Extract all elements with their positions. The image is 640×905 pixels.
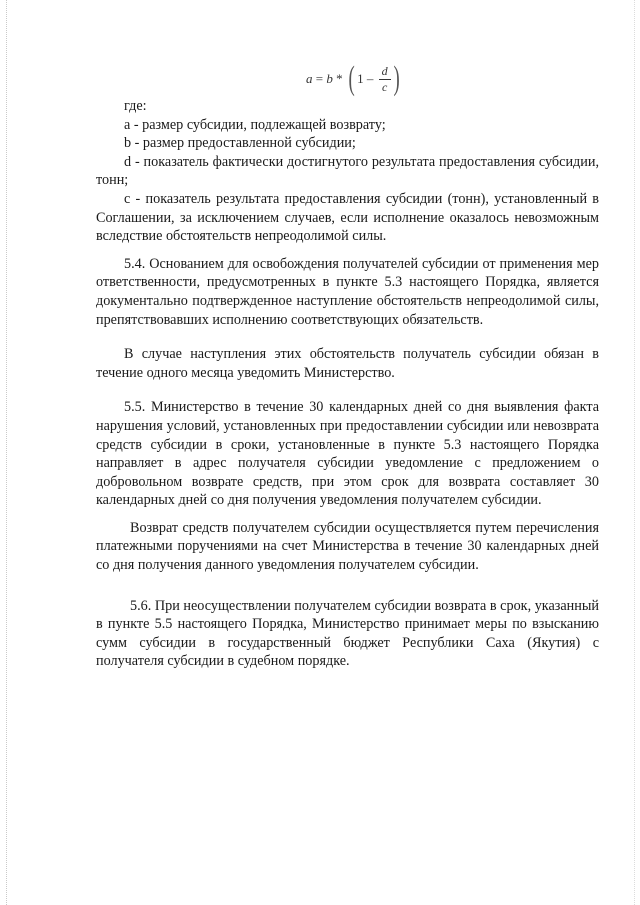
paragraph-5-4-notice: В случае наступления этих обстоятельств получатель субсидии обязан в течение одного месяца уведомить Министерство. [96,346,599,381]
paragraph-5-5-refund: Возврат средств получателем субсидии осуществляется путем перечисления платежными поручениями на счет Министерства в течение 30 календарных дней со дня получения данного уведомления получателем субсидии. [96,519,599,574]
formula-open-paren: ( [348,60,355,97]
paragraph-5-6: 5.6. При неосуществлении получателем субсидии возврата в срок, указанный в пункте 5.5 настоящего Порядка, Министерство принимает меры по взысканию сумм субсидии в государственный бюджет Республики Саха (Якутия) с получателя субсидии в судебном порядке. [96,597,599,670]
definition-d: d - показатель фактически достигнутого результата предоставления субсидии, тонн; [96,153,599,189]
definition-c: c - показатель результата предоставления субсидии (тонн), установленный в Соглашении, за исключением случаев, если исполнение оказалось невозможным вследствие обстоятельств непреодолимой силы. [96,190,599,245]
definition-b: b - размер предоставленной субсидии; [124,135,356,152]
formula-eq: = [312,71,327,86]
formula-mult: * [332,71,346,86]
formula-close-paren: ) [393,60,400,97]
formula-a: a [306,71,313,86]
formula-minus: – [363,71,377,86]
formula-numerator: d [381,63,388,78]
formula-one: 1 [357,71,364,86]
where-label: где: [124,98,147,114]
paragraph-5-4: 5.4. Основанием для освобождения получателей субсидии от применения мер ответственности, предусмотренных в пункте 5.3 настоящего Порядка, является документально подтвержденное наступление обстоятельств непреодолимой силы, препятствовавших исполнению соответствующих обязательств. [96,255,599,328]
scan-edge-right [634,0,636,905]
formula-b: b [326,71,333,86]
formula-denominator: c [382,79,388,94]
refund-formula [306,62,402,96]
definition-a: a - размер субсидии, подлежащей возврату; [124,116,386,133]
formula-fraction [379,65,391,94]
paragraph-5-5: 5.5. Министерство в течение 30 календарных дней со дня выявления факта нарушения условий, установленных при предоставлении субсидии или невозврата средств субсидии в сроки, установленные в пункте 5.3 настоящего Порядка направляет в адрес получателя субсидии уведомление с предложением о добровольном возврате средств, при этом срок для возврата составляет 30 календарных дней со дня получения уведомления получателем субсидии. [96,399,599,509]
scan-edge-left [6,0,8,905]
document-body [96,97,599,671]
